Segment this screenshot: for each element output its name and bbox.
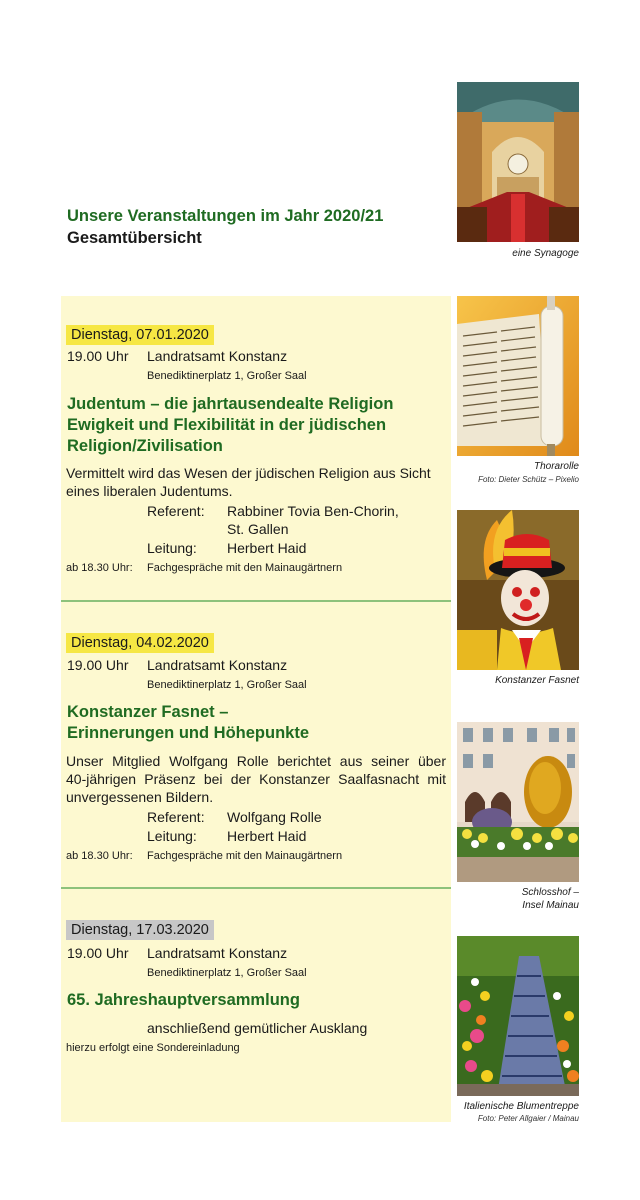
event-address: Benediktinerplatz 1, Großer Saal — [147, 967, 307, 979]
photo-caption: Italienische Blumentreppe — [463, 1101, 579, 1112]
event-description-line: unvergessenen Bildern. — [66, 789, 214, 805]
referent-label: Referent: — [147, 809, 205, 825]
event-venue: Landratsamt Konstanz — [147, 657, 288, 673]
schlosshof-photo — [457, 722, 579, 882]
torah-scroll-photo — [457, 296, 579, 456]
page-subtitle: Gesamtübersicht — [67, 229, 202, 247]
photo-caption: Thorarolle — [533, 461, 579, 472]
event-address: Benediktinerplatz 1, Großer Saal — [147, 370, 307, 382]
page-title: Unsere Veranstaltungen im Jahr 2020/21 — [67, 207, 384, 225]
event-address: Benediktinerplatz 1, Großer Saal — [147, 679, 307, 691]
photo-caption: Konstanzer Fasnet — [495, 675, 579, 686]
event-heading-line: Religion/Zivilisation — [67, 437, 223, 455]
event-date: Dienstag, 07.01.2020 — [66, 325, 214, 345]
event-heading-line: Konstanzer Fasnet – — [67, 703, 229, 721]
event-heading-line: 65. Jahreshauptversammlung — [67, 991, 300, 1009]
fasnet-clown-photo — [457, 510, 579, 670]
event-heading-line: Judentum – die jahrtausendealte Religion — [67, 395, 394, 413]
extra-label: ab 18.30 Uhr: — [66, 850, 133, 862]
event-description-line: Vermittelt wird das Wesen der jüdischen Religion aus Sicht — [66, 465, 431, 481]
referent-location: St. Gallen — [227, 521, 289, 537]
event-venue: Landratsamt Konstanz — [147, 945, 288, 961]
event-heading-line: Ewigkeit und Flexibilität in der jüdischen — [67, 416, 387, 434]
referent-label: Referent: — [147, 503, 205, 519]
event-time: 19.00 Uhr — [67, 348, 129, 364]
photo-caption — [522, 886, 579, 912]
event-time: 19.00 Uhr — [67, 945, 129, 961]
event-heading — [67, 394, 393, 457]
referent-name: Wolfgang Rolle — [227, 809, 322, 825]
event-description — [66, 464, 446, 500]
leitung-name: Herbert Haid — [227, 828, 307, 844]
event-description — [66, 752, 446, 806]
event-note-small: hierzu erfolgt eine Sondereinladung — [66, 1042, 240, 1054]
event-description-line: eines liberalen Judentums. — [66, 483, 233, 499]
photo-credit: Foto: Dieter Schütz – Pixelio — [478, 475, 579, 484]
event-venue: Landratsamt Konstanz — [147, 348, 288, 364]
event-date: Dienstag, 17.03.2020 — [66, 920, 214, 940]
photo-credit: Foto: Peter Allgaier / Mainau — [477, 1114, 579, 1123]
extra-label: ab 18.30 Uhr: — [66, 562, 133, 574]
event-date: Dienstag, 04.02.2020 — [66, 633, 214, 653]
leitung-label: Leitung: — [147, 540, 197, 556]
event-description-line: Unser Mitglied Wolfgang Rolle berichtet aus seiner über — [66, 753, 446, 769]
event-heading — [67, 990, 300, 1011]
extra-text: Fachgespräche mit den Mainaugärtnern — [147, 850, 343, 862]
event-heading — [67, 702, 309, 744]
photo-caption: eine Synagoge — [512, 248, 579, 259]
leitung-label: Leitung: — [147, 828, 197, 844]
event-separator — [61, 887, 451, 889]
event-description-line: 40-jährigen Präsenz bei der Konstanzer Saalfasnacht mit — [66, 771, 446, 787]
photo-caption-line: Insel Mainau — [522, 900, 579, 911]
event-time: 19.00 Uhr — [67, 657, 129, 673]
synagogue-photo — [457, 82, 579, 242]
extra-text: Fachgespräche mit den Mainaugärtnern — [147, 562, 343, 574]
photo-caption-line: Schlosshof – — [521, 887, 579, 898]
event-note: anschließend gemütlicher Ausklang — [147, 1020, 368, 1036]
event-separator — [61, 600, 451, 602]
event-heading-line: Erinnerungen und Höhepunkte — [67, 724, 309, 742]
leitung-name: Herbert Haid — [227, 540, 307, 556]
flower-staircase-photo — [457, 936, 579, 1096]
referent-name: Rabbiner Tovia Ben-Chorin, — [227, 503, 399, 519]
